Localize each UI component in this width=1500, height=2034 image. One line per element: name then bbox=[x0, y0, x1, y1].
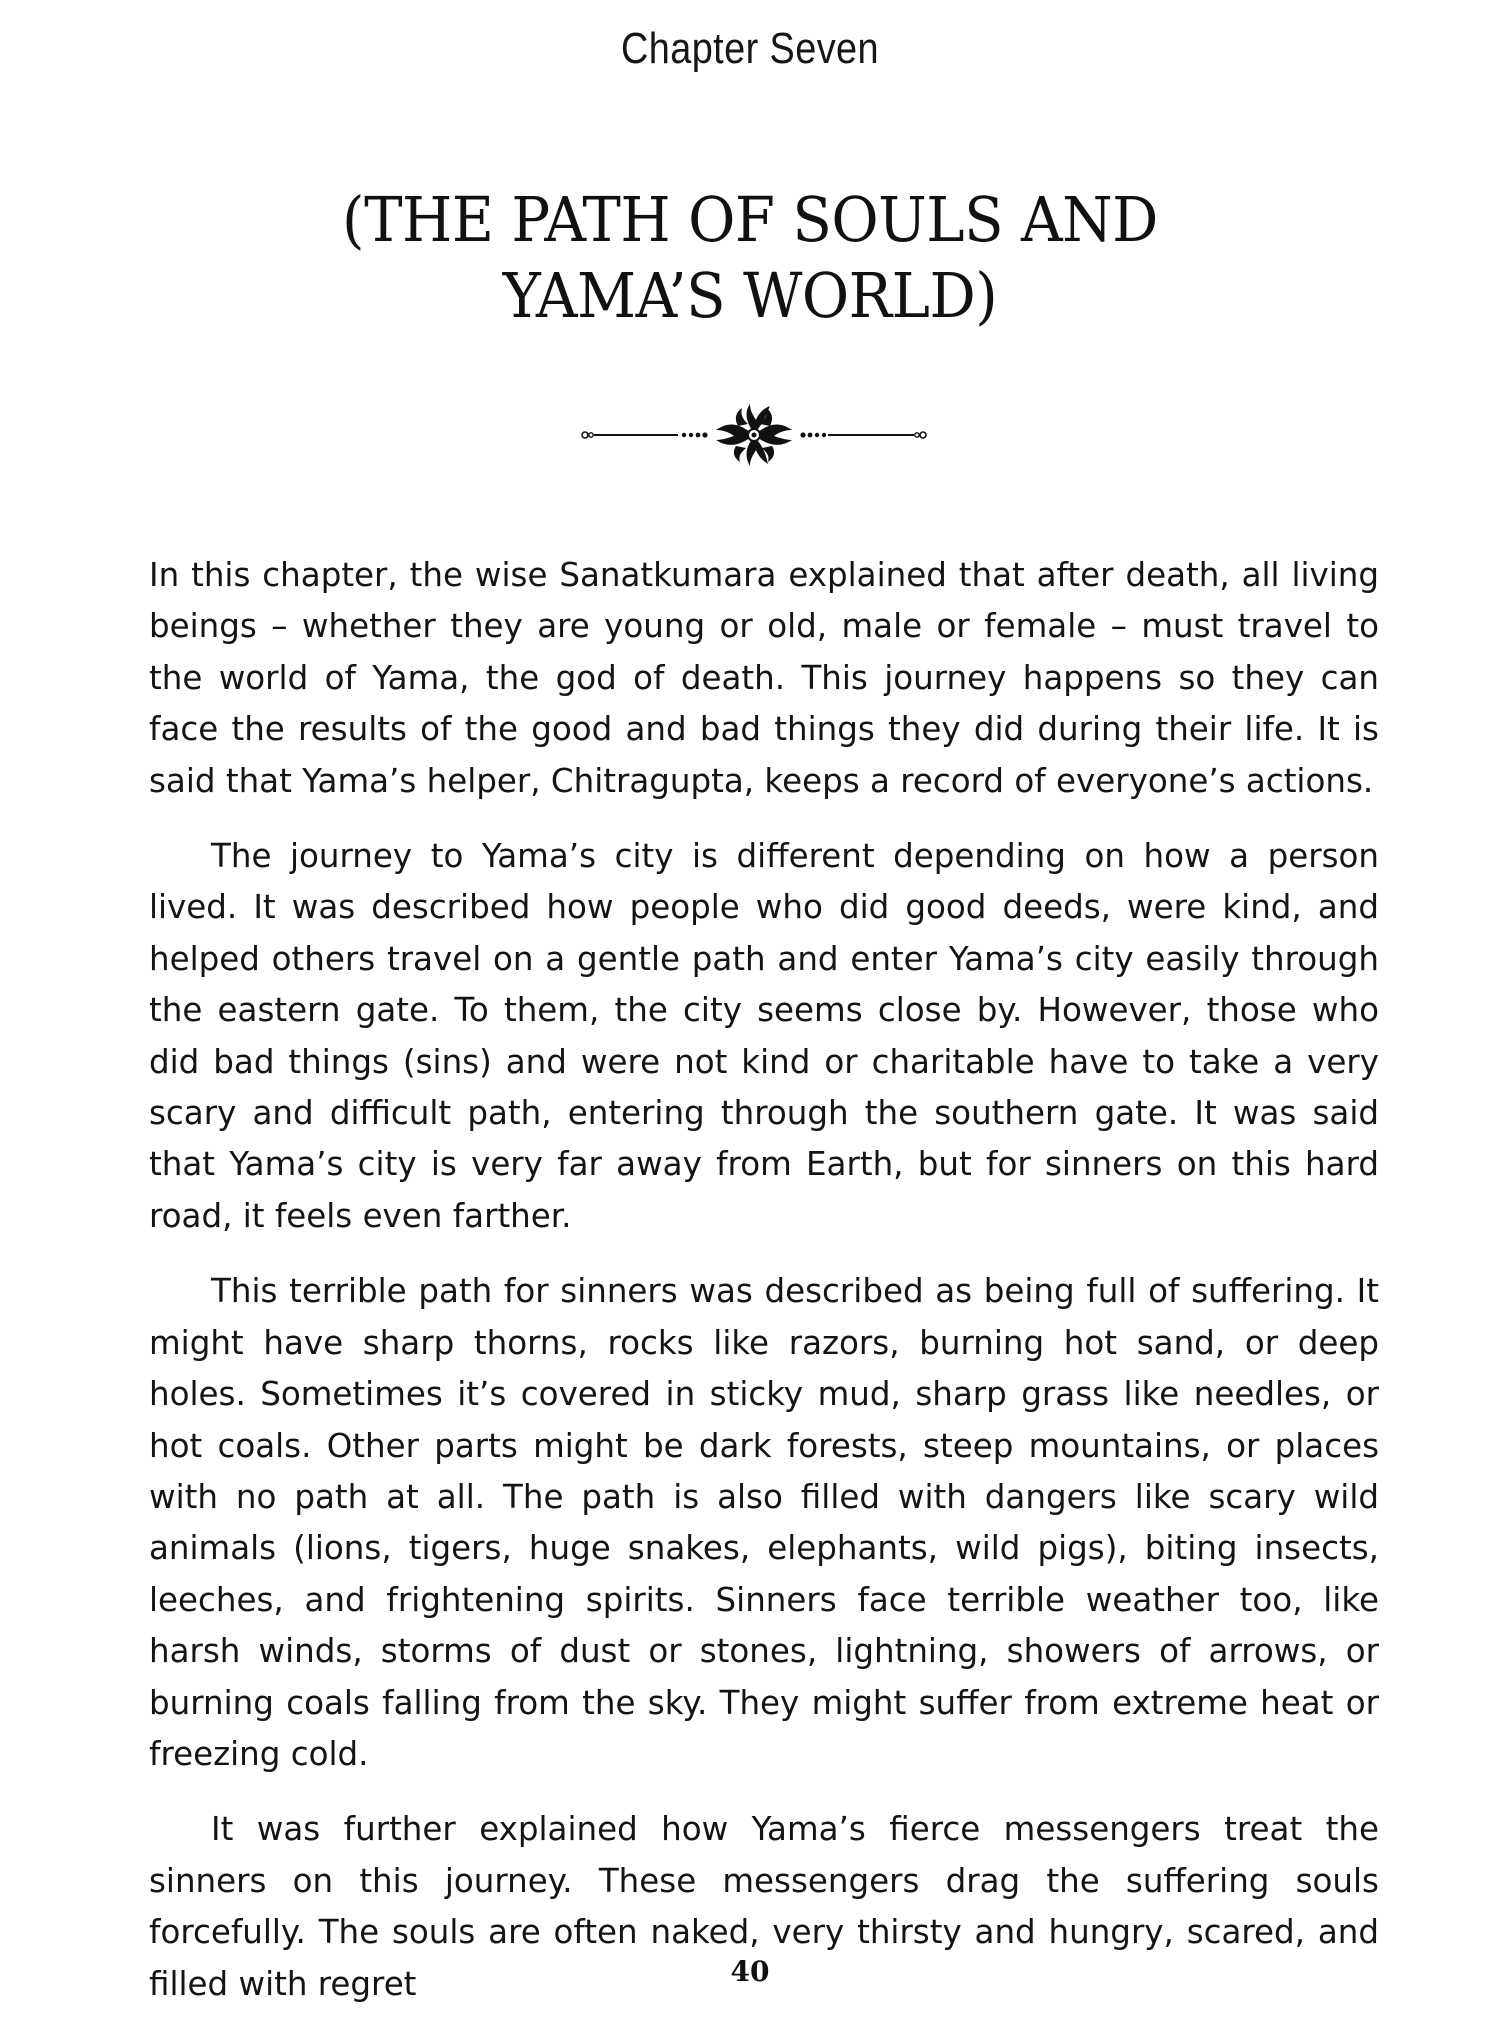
chapter-title-line-1: (THE PATH OF SOULS AND bbox=[342, 183, 1158, 256]
paragraph-1: In this chapter, the wise Sanatkumara explained that after death, all living beings – whether they are young or old, male or female – must travel to the world of Yama, the god of death. This journey happens so they can face the results of the good and bad things they did during their life. It is said that Yama’s helper, Chitragupta, keeps a record of everyone’s actions. bbox=[149, 556, 1379, 800]
page-number: 40 bbox=[730, 1955, 770, 1988]
chapter-label: Chapter Seven bbox=[620, 24, 880, 73]
chapter-body bbox=[149, 550, 1379, 2034]
paragraph-2: The journey to Yama’s city is different depending on how a person lived. It was described how people who did good deeds, were kind, and helped others travel on a gentle path and enter Yama’s city easily through the eastern gate. To them, the city seems close by. However, those who did bad things (sins) and were not kind or charitable have to take a very scary and difficult path, entering through the southern gate. It was said that Yama’s city is very far away from Earth, but for sinners on this hard road, it feels even farther. bbox=[149, 837, 1379, 1235]
paragraph-3: This terrible path for sinners was described as being full of suffering. It might have sharp thorns, rocks like razors, burning hot sand, or deep holes. Sometimes it’s covered in sticky mud, sharp grass like needles, or hot coals. Other parts might be dark forests, steep mountains, or places with no path at all. The path is also filled with dangers like scary wild animals (lions, tigers, huge snakes, elephants, wild pigs), biting insects, leeches, and frightening spirits. Sinners face terrible weather too, like harsh winds, storms of dust or stones, lightning, showers of arrows, or burning coals falling from the sky. They might suffer from extreme heat or freezing cold. bbox=[149, 1272, 1379, 1773]
chapter-title-line-2: YAMA’S WORLD) bbox=[502, 259, 998, 332]
chapter-title bbox=[53, 182, 1448, 334]
fleuron-divider-icon bbox=[578, 400, 928, 470]
paragraph-4: It was further explained how Yama’s fierce messengers treat the sinners on this journey. These messengers drag the suffering souls forcefully. The souls are often naked, very thirsty and hungry, scared, and filled with regret bbox=[149, 1810, 1379, 2003]
